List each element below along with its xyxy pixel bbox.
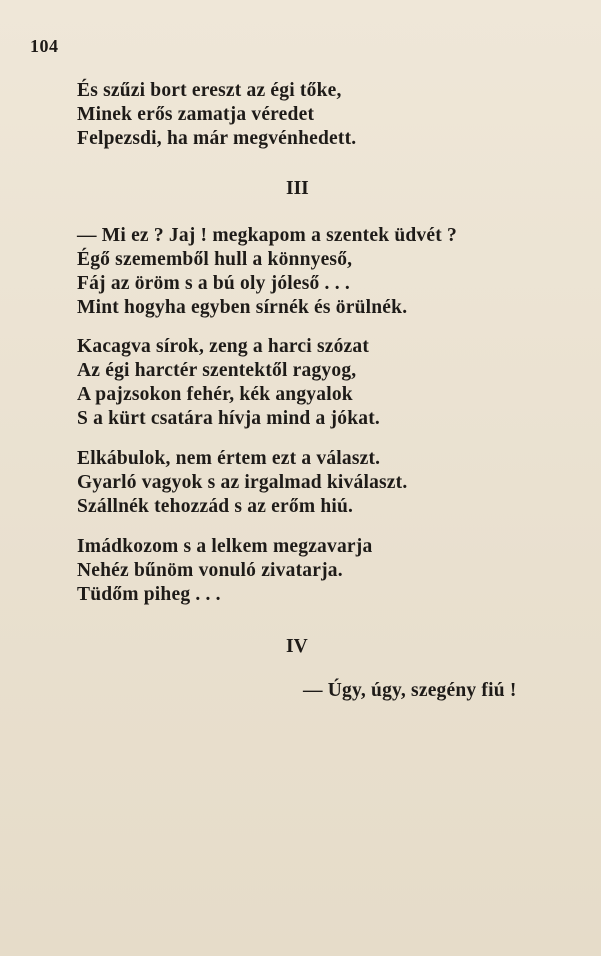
verse-line: Az égi harctér szentektől ragyog, <box>77 360 357 381</box>
verse-line: Elkábulok, nem értem ezt a választ. <box>77 448 381 469</box>
section-heading-iv: IV <box>286 636 308 657</box>
verse-line: Mint hogyha egyben sírnék és örülnék. <box>77 297 408 318</box>
verse-line: Kacagva sírok, zeng a harci szózat <box>77 336 370 357</box>
section-heading-iii: III <box>286 178 309 199</box>
verse-line: Imádkozom s a lelkem megzavarja <box>77 536 373 557</box>
verse-line: — Mi ez ? Jaj ! megkapom a szentek üdvét ? <box>77 225 457 246</box>
verse-line: S a kürt csatára hívja mind a jókat. <box>77 408 380 429</box>
verse-line: Gyarló vagyok s az irgalmad kiválaszt. <box>77 472 408 493</box>
verse-line: És szűzi bort ereszt az égi tőke, <box>77 80 342 101</box>
verse-line: Égő szememből hull a könnyeső, <box>77 249 353 270</box>
verse-line: Szállnék tehozzád s az erőm hiú. <box>77 496 354 517</box>
verse-line: Felpezsdi, ha már megvénhedett. <box>77 128 357 149</box>
verse-line: A pajzsokon fehér, kék angyalok <box>77 384 353 405</box>
page-number: 104 <box>30 36 59 56</box>
verse-line: Tüdőm piheg . . . <box>77 584 221 605</box>
verse-line: Fáj az öröm s a bú oly jóleső . . . <box>77 273 350 294</box>
verse-line: Minek erős zamatja véredet <box>77 104 315 125</box>
verse-line: Nehéz bűnöm vonuló zivatarja. <box>77 560 343 581</box>
closing-verse-line: — Úgy, úgy, szegény fiú ! <box>303 680 517 701</box>
